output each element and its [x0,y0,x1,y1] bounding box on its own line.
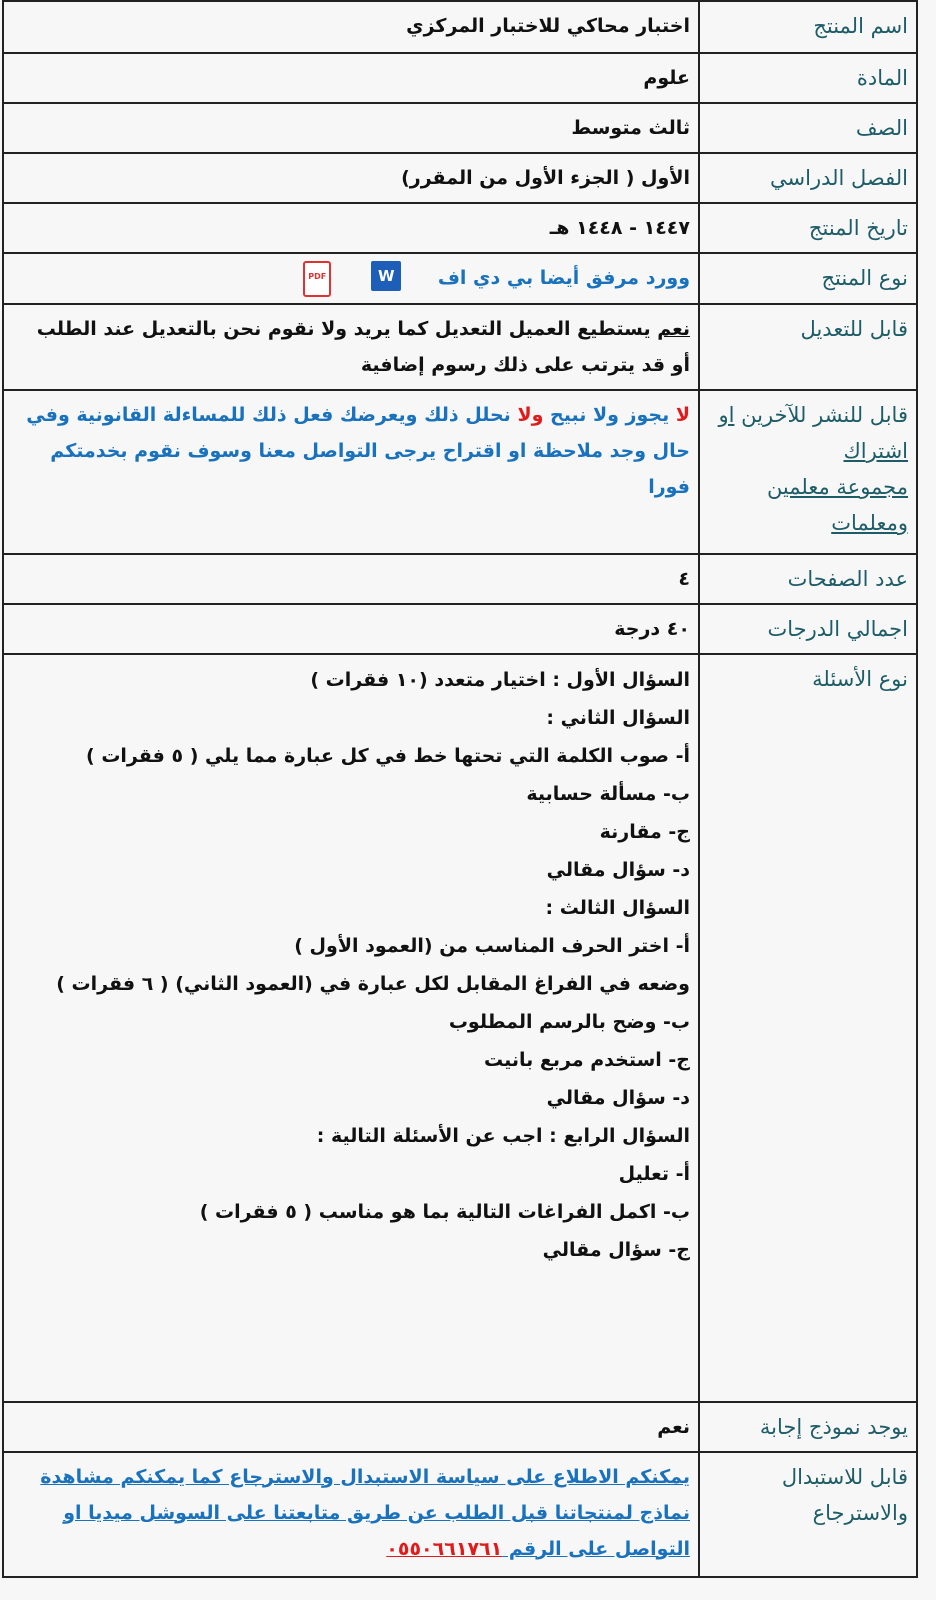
question-line: ب- اكمل الفراغات التالية بما هو مناسب ( ٥ فقرات ) [199,1200,690,1223]
product-info-table [2,0,918,1578]
label: يوجد نموذج إجابة [699,1402,917,1452]
label: نوع المنتج [699,253,917,304]
question-line: ج- سؤال مقالي [542,1238,690,1261]
returns-policy-link[interactable]: يمكنكم الاطلاع على سياسة الاستبدال والاسترجاع كما يمكنكم مشاهدة نماذج لمنتجاتنا قبل الطلب عن طريق متابعتنا على السوشل ميديا او التواصل على الرقم [40,1465,690,1560]
label: اسم المنتج [699,1,917,53]
blue-text: يجوز ولا نبيح [543,403,676,426]
label: الصف [699,103,917,153]
subscription-link[interactable]: او اشتراك [718,402,908,463]
value: علوم [3,53,699,103]
row-editable [3,304,917,390]
row-subject [3,53,917,103]
question-line: السؤال الثالث : [545,896,690,919]
label: قابل للتعديل [699,304,917,390]
label: قابل للاستبدال والاسترجاع [699,1452,917,1577]
row-returns [3,1452,917,1577]
value: ٤٠ درجة [3,604,699,654]
teachers-group-link[interactable]: مجموعة معلمين ومعلمات [766,474,908,535]
row-pages [3,554,917,604]
value [3,1452,699,1577]
questions-list [3,654,699,1402]
question-line: السؤال الثاني : [546,706,690,729]
red-text: ولا [517,403,544,426]
row-total-marks [3,604,917,654]
label: الفصل الدراسي [699,153,917,203]
editable-text: يستطيع العميل التعديل كما يريد ولا نقوم نحن بالتعديل عند الطلب أو قد يترتب على ذلك رسوم إضافية [36,317,690,376]
value: ٤ [3,554,699,604]
value: الأول ( الجزء الأول من المقرر) [3,153,699,203]
word-file-icon: W [371,261,401,291]
yes-underlined: نعم [657,317,690,340]
question-line: وضعه في الفراغ المقابل لكل عبارة في (العمود الثاني) ( ٦ فقرات ) [56,972,690,995]
label: تاريخ المنتج [699,203,917,253]
question-line: السؤال الرابع : اجب عن الأسئلة التالية : [316,1124,690,1147]
question-line: ب- وضح بالرسم المطلوب [448,1010,690,1033]
question-line: أ- صوب الكلمة التي تحتها خط في كل عبارة مما يلي ( ٥ فقرات ) [86,744,690,767]
blue-text: نحلل ذلك ويعرضك فعل ذلك للمساءلة القانونية وفي حال وجد ملاحظة او اقتراح يرجى التواصل معنا وسوف نقوم بخدمتكم فورا [26,403,690,498]
type-value: وورد مرفق أيضا بي دي اف [437,267,690,289]
label: عدد الصفحات [699,554,917,604]
row-type [3,253,917,304]
row-date [3,203,917,253]
label [699,390,917,554]
publish-label: قابل للنشر للآخرين [734,402,908,427]
question-line: أ- اختر الحرف المناسب من (العمود الأول ) [294,934,690,957]
question-line: السؤال الأول : اختيار متعدد (١٠ فقرات ) [310,668,690,691]
value: اختبار محاكي للاختبار المركزي [3,1,699,53]
phone-number[interactable]: ٠٥٥٠٦٦١٧٦١ [386,1537,503,1560]
row-answer-key [3,1402,917,1452]
question-line: د- سؤال مقالي [546,1086,690,1109]
label: المادة [699,53,917,103]
question-line: ب- مسألة حسابية [526,782,690,805]
value: ١٤٤٧ - ١٤٤٨ هـ [3,203,699,253]
row-grade [3,103,917,153]
pdf-file-icon: PDF [303,261,331,297]
question-line: أ- تعليل [618,1162,690,1185]
row-questions [3,654,917,1402]
value: نعم [3,1402,699,1452]
row-publish [3,390,917,554]
row-product-name [3,1,917,53]
value: ثالث متوسط [3,103,699,153]
row-semester [3,153,917,203]
value [3,253,699,304]
value [3,390,699,554]
label: نوع الأسئلة [699,654,917,1402]
question-line: د- سؤال مقالي [546,858,690,881]
question-line: ج- استخدم مربع بانيت [484,1048,690,1071]
value [3,304,699,390]
red-text: لا [675,403,690,426]
label: اجمالي الدرجات [699,604,917,654]
question-line: ج- مقارنة [599,820,690,843]
